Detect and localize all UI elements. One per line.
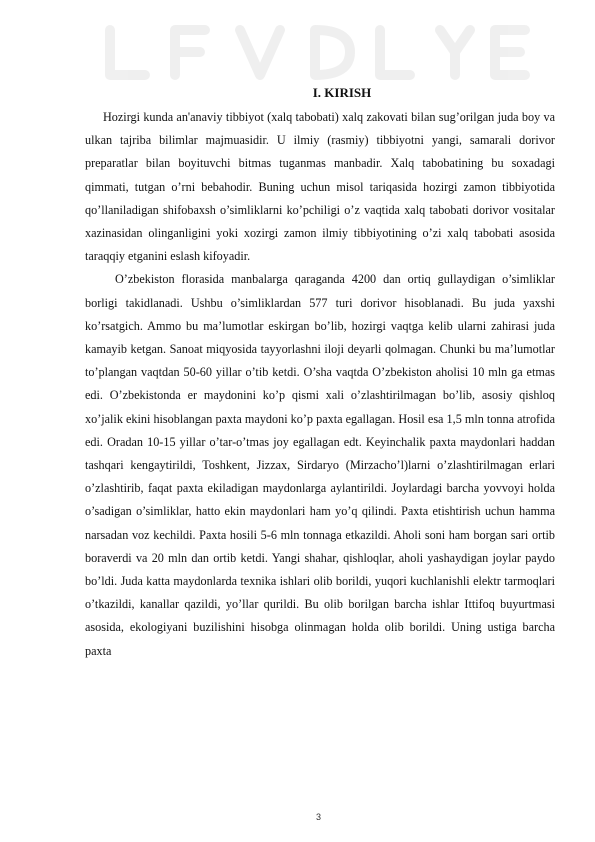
paragraph-intro: Hozirgi kunda an'anaviy tibbiyot (xalq tabobati) xalq zakovati bilan sug’orilgan juda boy va ulkan tajriba bilimlar majmuasidir. U ilmiy (rasmiy) tibbiyotni yangi, samarali dorivor preparatlar bilan boyituvchi bitmas tuganmas manbadir. Xalq tabobatining bu soxadagi qimmati, tutgan o’rni bebahodir. Buning uchun misol tariqasida hozirgi zamon tibbiyotida qo’llaniladigan shifobaxsh o’simliklarni ko’pchiligi o’z vaqtida xalq tabobati dorivor vositalar xazinasidan olinganligini yoki xozirgi zamon ilmiy tibbiyotining o’zi xalq tabobati asosida taraqqiy etganini eslash kifoyadir. [85, 110, 555, 264]
section-heading: I. KIRISH [312, 85, 372, 100]
page-number: 3 [315, 812, 321, 822]
document-body [85, 84, 555, 663]
paragraph-flora: O’zbekiston florasida manbalarga qaraganda 4200 dan ortiq gullaydigan o’simliklar borligi takidlanadi. Ushbu o’simliklardan 577 turi dorivor hisoblanadi. Bu juda yaxshi ko’rsatgich. Ammo bu ma’lumotlar eskirgan bo’lib, hozirgi vaqtga kelib ularni zahirasi juda kamayib ketgan. Sanoat miqyosida tayyorlashni iloji deyarli qolmagan. Chunki bu ma’lumotlar to’plangan vaqtdan 50-60 yillar o’tib ketdi. O’sha vaqtda O’zbekiston aholisi 10 mln ga etmas edi. O’zbekistonda er maydonini ko’p qismi xali o’zlashtirilmagan bo’lib, asosiy qishloq xo’jalik ekini hisoblangan paxta maydoni ko’p paxta egallagan. Hosil esa 1,5 mln tonna atrofida edi. Oradan 10-15 yillar o’tar-o’tmas joy egallagan edt. Keyinchalik paxta maydonlari haddan tashqari kengaytirildi, Toshkent, Jizzax, Sirdaryo (Mirzacho’l)larni o’zlashtirilmagan erlari o’zlashtirib, faqat paxta ekiladigan maydonlarga aylantirildi. Joylardagi barcha yovvoyi holda o’sadigan o’simliklar, hatto ekin maydonlari ham yo’q qilindi. Paxta etishtirish uchun hamma narsadan voz kechildi. Paxta hosili 5-6 mln tonnaga etkazildi. Aholi soni ham borgan sari ortib boraverdi va 20 mln dan ortib ketdi. Yangi shahar, qishloqlar, aholi yashaydigan joylar paydo bo’ldi. Juda katta maydonlarda texnika ishlari olib borildi, yuqori kuchlanishli elektr tarmoqlari o’tkazildi, kanallar qazildi, yo’llar qurildi. Bu olib borilgan barcha ishlar Ittifoq buyurtmasi asosida, ekologiyani buzilishini hisobga olinmagan holda olib borildi. Uning ustiga barcha paxta [85, 272, 555, 658]
